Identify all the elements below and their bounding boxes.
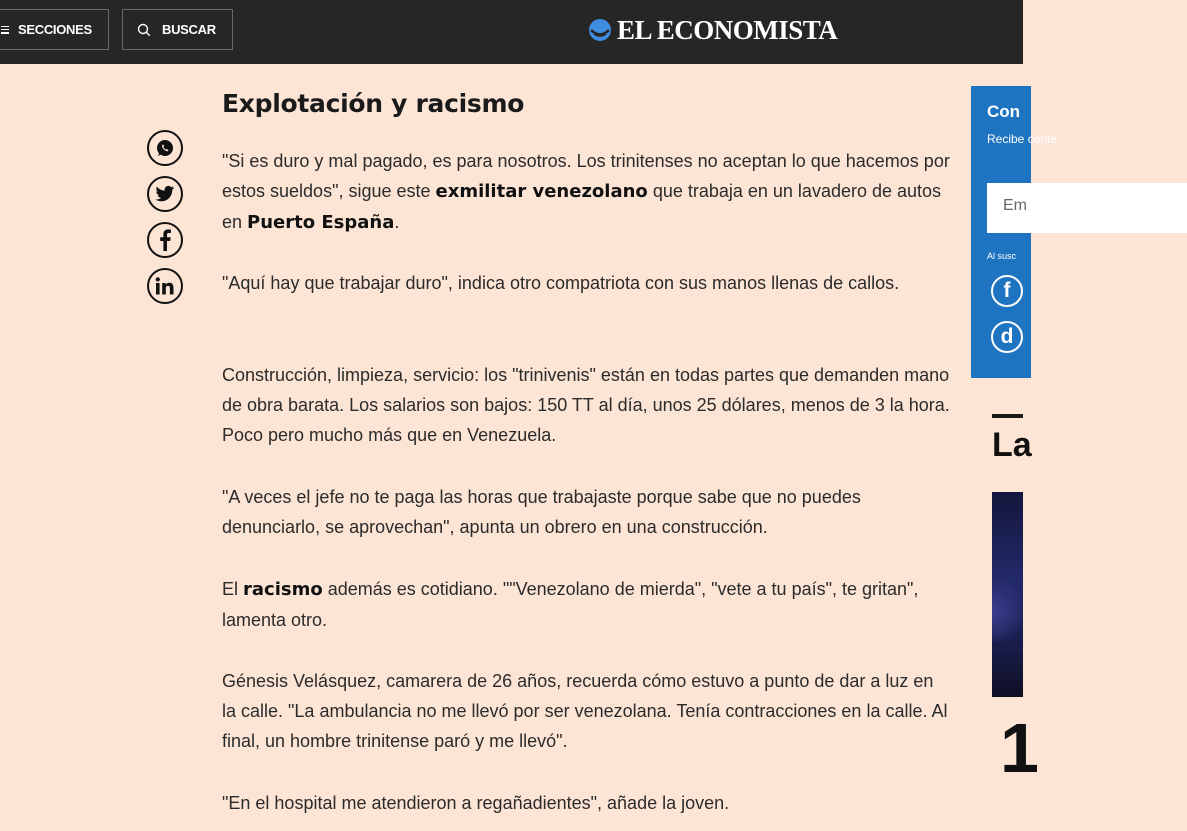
share-twitter-button[interactable] — [147, 176, 183, 212]
hamburger-icon — [1, 26, 9, 34]
secciones-label: SECCIONES — [18, 22, 92, 37]
paragraph-5 — [222, 574, 952, 635]
paragraph-4: "A veces el jefe no te paga las horas que trabajaste porque sabe que no puedes denunciarlo, se aprovechan", apunta un obrero en una construcción. — [222, 487, 861, 537]
sidebar-rank-number: 1 — [1000, 709, 1039, 787]
share-toolbar — [147, 130, 183, 314]
newsletter-social-d-icon[interactable]: d — [991, 321, 1023, 353]
section-heading: Explotación y racismo — [222, 89, 525, 118]
p5-text-b: además es cotidiano. ""Venezolano de mierda", "vete a tu país", te gritan", lamenta otro. — [222, 579, 919, 630]
p1-text-c: . — [394, 212, 400, 232]
paragraph-1 — [222, 146, 952, 238]
buscar-button[interactable] — [122, 9, 233, 50]
top-navigation-bar — [0, 0, 1023, 64]
twitter-icon — [155, 185, 175, 203]
buscar-label: BUSCAR — [162, 22, 216, 37]
article-body — [222, 86, 952, 813]
search-icon — [137, 23, 151, 37]
p1-text-a: "Si es duro y mal pagado, es para nosotros. Los trinitenses no aceptan lo que hacemos por estos sueldos", sigue este — [222, 151, 950, 201]
sidebar-article-image[interactable] — [992, 492, 1023, 697]
linkedin-icon — [155, 277, 175, 295]
paragraph-7: "En el hospital me atendieron a regañadientes", añade la joven. — [222, 793, 730, 813]
el-economista-logo-icon — [588, 18, 612, 42]
paragraph-3: Construcción, limpieza, servicio: los "trinivenis" están en todas partes que demanden mano de obra barata. Los salarios son bajos: 150 TT al día, unos 25 dólares, menos de 3 la hora. Poco pero mucho más que en Venezuela. — [222, 365, 950, 445]
share-linkedin-button[interactable] — [147, 268, 183, 304]
p1-bold-exmilitar: exmilitar venezolano — [435, 181, 648, 202]
newsletter-email-input[interactable]: Em — [987, 183, 1187, 233]
logo-text: EL ECONOMISTA — [617, 14, 838, 45]
whatsapp-icon — [155, 138, 175, 158]
newsletter-description: Recibe conte — [987, 132, 1058, 146]
secciones-menu-button[interactable] — [0, 9, 109, 50]
newsletter-card — [971, 86, 1058, 378]
paragraph-6: Génesis Velásquez, camarera de 26 años, recuerda cómo estuvo a punto de dar a luz en la calle. "La ambulancia no me llevó por ser venezolana. Tenía contracciones en la calle. Al final, un hombre trinitense paró y me llevó". — [222, 671, 948, 751]
p5-bold-racismo: racismo — [243, 579, 323, 600]
facebook-icon — [158, 229, 172, 251]
p5-text-a: El — [222, 579, 244, 599]
sidebar-section-heading: La — [992, 426, 1032, 464]
paragraph-2: "Aquí hay que trabajar duro", indica otro compatriota con sus manos llenas de callos. — [222, 273, 900, 293]
share-facebook-button[interactable] — [147, 222, 183, 258]
newsletter-legal-text: Al susc — [987, 251, 1017, 261]
section-divider — [992, 414, 1023, 418]
site-logo[interactable] — [588, 14, 837, 46]
p1-bold-puerto-espana: Puerto España — [247, 212, 395, 233]
p1-text-b: que trabaja en un lavadero de autos en — [222, 181, 942, 232]
share-whatsapp-button[interactable] — [147, 130, 183, 166]
newsletter-title: Con — [987, 102, 1021, 121]
newsletter-facebook-icon[interactable]: f — [991, 275, 1023, 307]
